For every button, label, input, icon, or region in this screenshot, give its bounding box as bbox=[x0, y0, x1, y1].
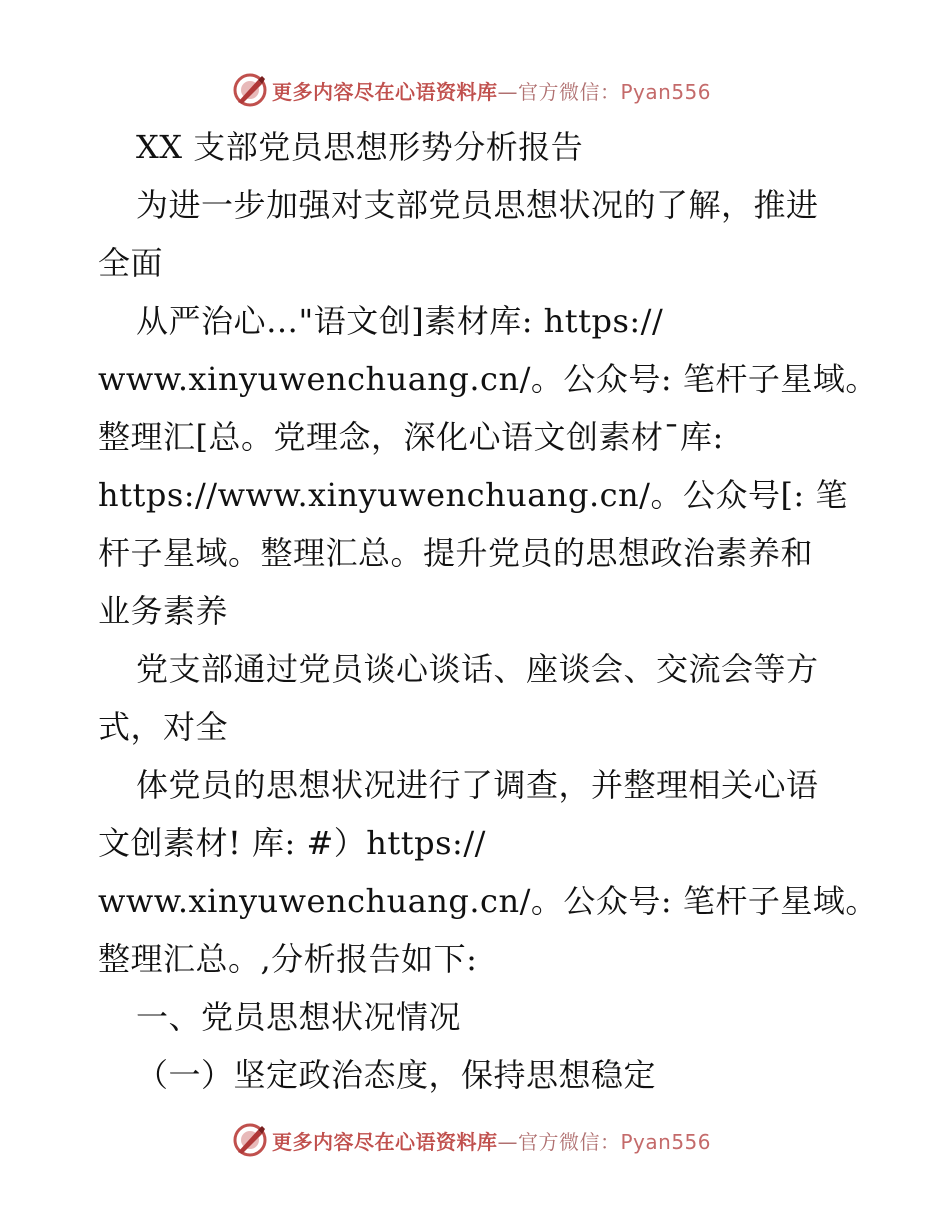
paragraph-line: 整理汇总。,分析报告如下: bbox=[98, 940, 478, 978]
paragraph-line: www.xinyuwenchuang.cn/。公众号: 笔杆子星域。 bbox=[98, 360, 878, 398]
watermark-text: 更多内容尽在心语资料库—官方微信：Pyan556 bbox=[272, 79, 712, 104]
header-watermark bbox=[232, 70, 752, 110]
section-heading: 一、党员思想状况情况 bbox=[136, 998, 462, 1036]
footer-watermark bbox=[232, 1120, 752, 1160]
subsection-heading: （一）坚定政治态度，保持思想稳定 bbox=[136, 1056, 657, 1094]
doc-title: XX 支部党员思想形势分析报告 bbox=[136, 128, 584, 166]
paragraph-line: https://www.xinyuwenchuang.cn/。公众号[: 笔 bbox=[98, 476, 848, 514]
paragraph-line: 从严治心…"语文创]素材库: https:// bbox=[136, 302, 664, 340]
document-body bbox=[98, 118, 878, 1104]
paragraph-line: 杆子星域。整理汇总。提升党员的思想政治素养和 bbox=[98, 534, 814, 572]
paragraph-line: 业务素养 bbox=[98, 592, 229, 630]
paragraph-line: 体党员的思想状况进行了调查，并整理相关心语 bbox=[136, 766, 819, 804]
watermark-text: 更多内容尽在心语资料库—官方微信：Pyan556 bbox=[272, 1129, 712, 1154]
paragraph-line: 为进一步加强对支部党员思想状况的了解，推进 bbox=[136, 186, 819, 224]
paragraph-line: 式，对全 bbox=[98, 708, 229, 746]
paragraph-line: 党支部通过党员谈心谈话、座谈会、交流会等方 bbox=[136, 650, 819, 688]
pen-logo-icon bbox=[232, 72, 268, 108]
paragraph-line: www.xinyuwenchuang.cn/。公众号: 笔杆子星域。 bbox=[98, 882, 878, 920]
paragraph-line: 整理汇[总。党理念，深化心语文创素材¯库: bbox=[98, 418, 724, 456]
pen-logo-icon bbox=[232, 1122, 268, 1158]
paragraph-line: 文创素材! 库: #）https:// bbox=[98, 824, 486, 862]
paragraph-line: 全面 bbox=[98, 244, 164, 282]
